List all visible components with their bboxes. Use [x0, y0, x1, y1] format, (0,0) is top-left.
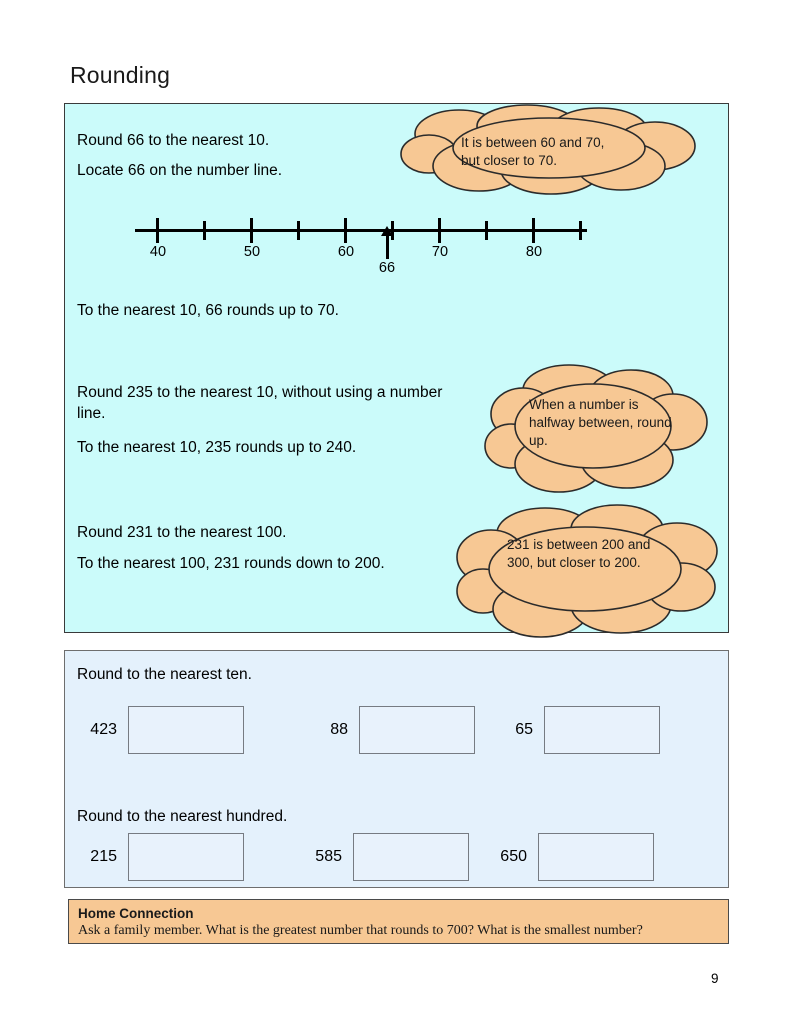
teaching-line-1: Round 66 to the nearest 10. [77, 132, 270, 149]
cloud-callout-2-text: When a number is halfway between, round up. [529, 397, 672, 448]
home-connection-panel [68, 899, 729, 944]
teaching-line-4: Round 235 to the nearest 10, without using a number line. [77, 384, 443, 422]
number-line-tick-55 [297, 221, 300, 240]
answer-box-423[interactable] [128, 706, 244, 754]
page-title: Rounding [70, 62, 171, 88]
cloud-callout-1-text: It is between 60 and 70, but closer to 70. [461, 135, 605, 168]
answer-box-88[interactable] [359, 706, 475, 754]
practice-problem-585 [312, 833, 469, 881]
number-line-label-80: 80 [525, 244, 543, 260]
practice-number-88: 88 [330, 721, 348, 738]
number-line-tick-50 [250, 218, 253, 243]
practice-number-65: 65 [515, 721, 533, 738]
number-line-pointer-shaft [386, 232, 389, 259]
number-line-tick-85 [579, 221, 582, 240]
answer-box-585[interactable] [353, 833, 469, 881]
teaching-line-3: To the nearest 10, 66 rounds up to 70. [77, 302, 339, 319]
teaching-line-6: Round 231 to the nearest 100. [77, 524, 287, 541]
answer-box-215[interactable] [128, 833, 244, 881]
number-line-tick-40 [156, 218, 159, 243]
teaching-line-7: To the nearest 100, 231 rounds down to 200. [77, 555, 385, 572]
home-connection-body: Ask a family member. What is the greatest number that rounds to 700? What is the smallest number? [78, 923, 643, 938]
number-line-pointer-arrowhead-icon [381, 226, 393, 236]
practice-problem-650 [497, 833, 654, 881]
practice-problem-88 [318, 706, 475, 754]
practice-problem-65 [503, 706, 660, 754]
cloud-callout-3-text: 231 is between 200 and 300, but closer to 200. [507, 537, 651, 570]
practice-panel [64, 650, 729, 888]
practice-number-423: 423 [90, 721, 117, 738]
answer-box-65[interactable] [544, 706, 660, 754]
practice-row-nearest-ten [65, 706, 728, 764]
number-line-tick-70 [438, 218, 441, 243]
number-line-tick-75 [485, 221, 488, 240]
practice-number-650: 650 [500, 848, 527, 865]
answer-box-650[interactable] [538, 833, 654, 881]
number-line-tick-45 [203, 221, 206, 240]
practice-row-nearest-hundred [65, 833, 728, 891]
number-line-pointer-label: 66 [378, 260, 396, 276]
teaching-line-2: Locate 66 on the number line. [77, 162, 283, 179]
number-line-tick-60 [344, 218, 347, 243]
cloud-callout-2 [481, 360, 713, 498]
cloud-callout-3 [449, 503, 725, 639]
cloud-callout-1 [399, 104, 699, 196]
practice-prompt-2: Round to the nearest hundred. [77, 808, 288, 825]
practice-number-215: 215 [90, 848, 117, 865]
number-line [135, 214, 595, 284]
page-number: 9 [711, 971, 719, 986]
practice-prompt-1: Round to the nearest ten. [77, 666, 252, 683]
teaching-line-5: To the nearest 10, 235 rounds up to 240. [77, 439, 357, 456]
number-line-label-50: 50 [243, 244, 261, 260]
number-line-label-70: 70 [431, 244, 449, 260]
home-connection-title: Home Connection [78, 906, 194, 921]
number-line-label-60: 60 [337, 244, 355, 260]
practice-problem-215 [87, 833, 244, 881]
number-line-tick-80 [532, 218, 535, 243]
practice-number-585: 585 [315, 848, 342, 865]
practice-problem-423 [87, 706, 244, 754]
number-line-label-40: 40 [149, 244, 167, 260]
